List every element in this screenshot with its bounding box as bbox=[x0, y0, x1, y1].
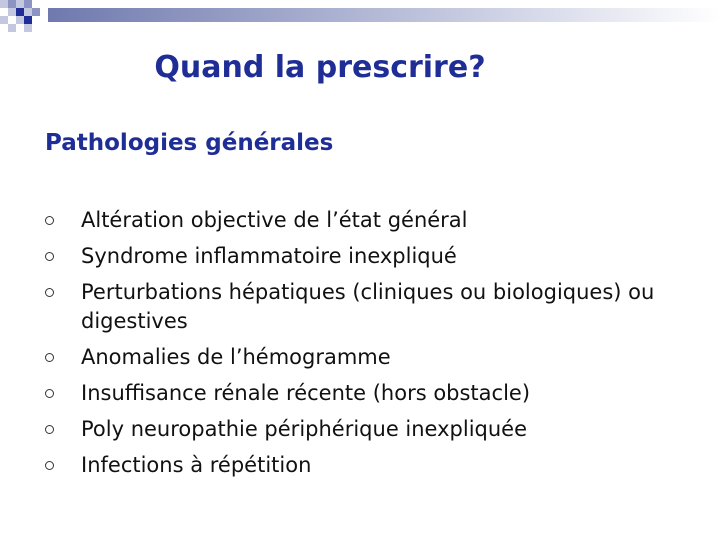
list-item bbox=[45, 379, 705, 408]
list-item bbox=[45, 451, 705, 480]
hollow-circle-bullet-icon bbox=[45, 425, 54, 434]
hollow-circle-bullet-icon bbox=[45, 389, 54, 398]
hollow-circle-bullet-icon bbox=[45, 353, 54, 362]
slide-subtitle: Pathologies générales bbox=[45, 130, 334, 156]
list-item-text: Syndrome inflammatoire inexpliqué bbox=[81, 244, 457, 268]
header-decoration bbox=[0, 0, 720, 40]
hollow-circle-bullet-icon bbox=[45, 252, 54, 261]
list-item-text: Insuffisance rénale récente (hors obstacle) bbox=[81, 381, 531, 405]
list-item bbox=[45, 206, 705, 235]
list-item-text: Altération objective de l’état général bbox=[81, 208, 468, 232]
list-item bbox=[45, 415, 705, 444]
hollow-circle-bullet-icon bbox=[45, 216, 54, 225]
hollow-circle-bullet-icon bbox=[45, 288, 54, 297]
list-item bbox=[45, 278, 705, 336]
list-item bbox=[45, 242, 705, 271]
list-item-text: Perturbations hépatiques (cliniques ou biologiques) ou digestives bbox=[81, 280, 655, 333]
slide-title: Quand la prescrire? bbox=[154, 50, 486, 85]
list-item bbox=[45, 343, 705, 372]
list-item-text: Anomalies de l’hémogramme bbox=[81, 345, 391, 369]
hollow-circle-bullet-icon bbox=[45, 461, 54, 470]
list-item-text: Poly neuropathie périphérique inexpliquée bbox=[81, 417, 528, 441]
list-item-text: Infections à répétition bbox=[81, 453, 312, 477]
bullet-list bbox=[45, 206, 705, 480]
